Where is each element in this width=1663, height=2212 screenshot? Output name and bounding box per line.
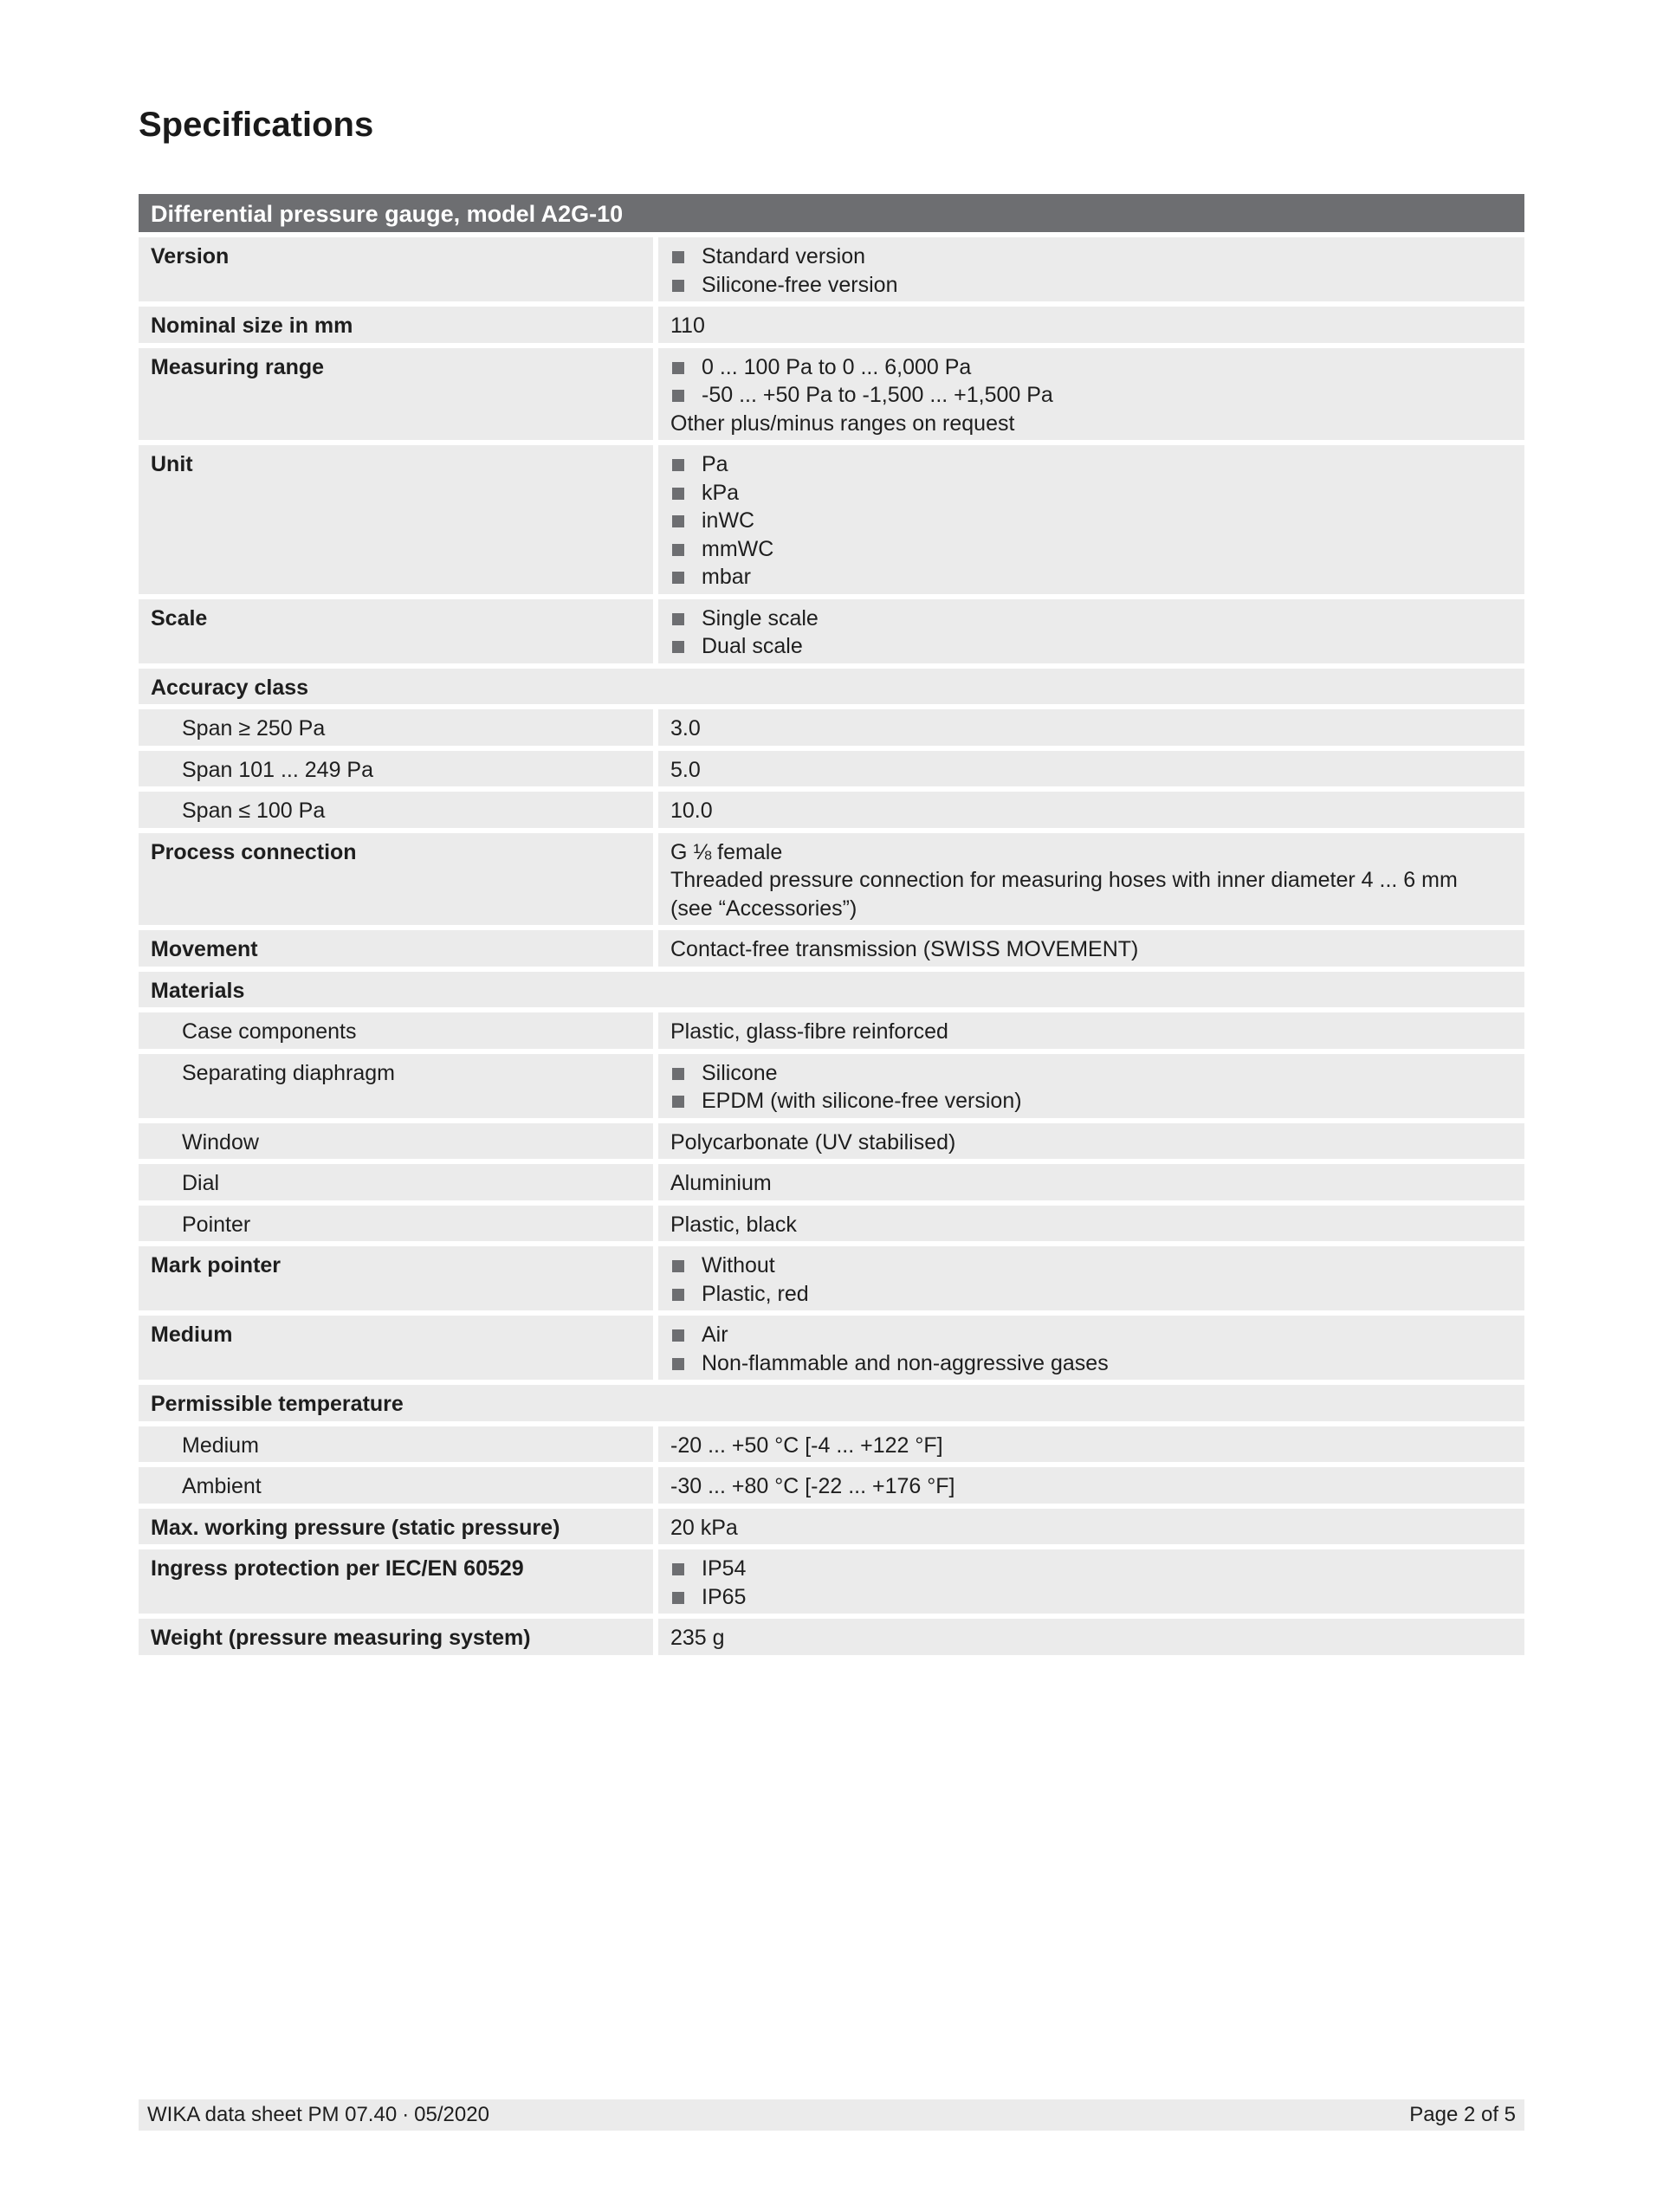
spec-value <box>658 1012 1524 1049</box>
spec-value <box>658 751 1524 787</box>
spec-value <box>658 792 1524 828</box>
bullet-item: Single scale <box>670 605 1512 633</box>
value-line: -20 ... +50 °C [-4 ... +122 °F] <box>670 1433 943 1458</box>
table-row <box>139 930 1524 967</box>
spec-value <box>658 237 1524 301</box>
table-row <box>139 1385 1524 1421</box>
spec-label: Version <box>139 237 658 301</box>
spec-label: Process connection <box>139 833 658 926</box>
spec-value <box>658 709 1524 746</box>
spec-value <box>658 1619 1524 1655</box>
table-row <box>139 1316 1524 1380</box>
specifications-table <box>139 189 1524 1660</box>
spec-value <box>658 833 1524 926</box>
spec-value <box>658 348 1524 441</box>
spec-label: Span ≤ 100 Pa <box>139 792 658 828</box>
page-title: Specifications <box>139 106 374 144</box>
bullet-item: Without <box>670 1252 1512 1280</box>
table-row <box>139 1164 1524 1200</box>
table-row <box>139 972 1524 1008</box>
spec-label: Pointer <box>139 1206 658 1242</box>
spec-value <box>658 1509 1524 1545</box>
spec-value <box>658 599 1524 663</box>
table-row <box>139 307 1524 343</box>
table-row <box>139 669 1524 705</box>
spec-label: Window <box>139 1123 658 1160</box>
spec-value <box>658 1549 1524 1614</box>
spec-label: Ingress protection per IEC/EN 60529 <box>139 1549 658 1614</box>
spec-value <box>658 1123 1524 1160</box>
table-row <box>139 1246 1524 1310</box>
value-line: 3.0 <box>670 716 701 741</box>
spec-value <box>658 1467 1524 1504</box>
value-line: Aluminium <box>670 1171 772 1195</box>
spec-label: Medium <box>139 1426 658 1463</box>
table-row <box>139 1549 1524 1614</box>
bullet-item: EPDM (with silicone-free version) <box>670 1087 1512 1116</box>
spec-label: Span ≥ 250 Pa <box>139 709 658 746</box>
bullet-item: mmWC <box>670 535 1512 564</box>
spec-label: Weight (pressure measuring system) <box>139 1619 658 1655</box>
footer-page-number: Page 2 of 5 <box>1409 2103 1516 2126</box>
table-row <box>139 709 1524 746</box>
spec-value <box>658 1164 1524 1200</box>
bullet-item: Non-flammable and non-aggressive gases <box>670 1349 1512 1378</box>
value-line: (see “Accessories”) <box>670 896 857 921</box>
value-line: G ⅛ female <box>670 839 783 864</box>
bullet-item: IP65 <box>670 1583 1512 1612</box>
value-line: Plastic, black <box>670 1212 797 1237</box>
table-row <box>139 751 1524 787</box>
table-row <box>139 1012 1524 1049</box>
value-line: Other plus/minus ranges on request <box>670 411 1015 436</box>
value-line: Plastic, glass-fibre reinforced <box>670 1019 948 1044</box>
table-row <box>139 1054 1524 1118</box>
value-line: 5.0 <box>670 757 701 782</box>
page-footer <box>139 2099 1524 2131</box>
spec-label: Movement <box>139 930 658 967</box>
spec-label: Nominal size in mm <box>139 307 658 343</box>
bullet-item: kPa <box>670 479 1512 508</box>
spec-label: Max. working pressure (static pressure) <box>139 1509 658 1545</box>
section-label: Permissible temperature <box>139 1385 1524 1421</box>
spec-value <box>658 307 1524 343</box>
spec-label: Medium <box>139 1316 658 1380</box>
value-line: 235 g <box>670 1626 725 1650</box>
bullet-item: Plastic, red <box>670 1280 1512 1309</box>
spec-label: Ambient <box>139 1467 658 1504</box>
bullet-item: inWC <box>670 507 1512 535</box>
bullet-item: mbar <box>670 563 1512 592</box>
bullet-item: Standard version <box>670 243 1512 271</box>
spec-label: Dial <box>139 1164 658 1200</box>
table-row <box>139 1619 1524 1655</box>
table-row <box>139 599 1524 663</box>
spec-value <box>658 445 1524 594</box>
value-line: 10.0 <box>670 799 713 823</box>
footer-document-ref: WIKA data sheet PM 07.40 ∙ 05/2020 <box>147 2103 489 2126</box>
table-row <box>139 1206 1524 1242</box>
table-row <box>139 833 1524 926</box>
bullet-item: Silicone-free version <box>670 271 1512 300</box>
bullet-item: 0 ... 100 Pa to 0 ... 6,000 Pa <box>670 353 1512 382</box>
value-line: Polycarbonate (UV stabilised) <box>670 1129 956 1155</box>
spec-label: Case components <box>139 1012 658 1049</box>
value-line: 20 kPa <box>670 1515 738 1540</box>
value-line: Threaded pressure connection for measuring hoses with inner diameter 4 ... 6 mm <box>670 868 1458 892</box>
table-header: Differential pressure gauge, model A2G-10 <box>139 194 1524 232</box>
value-line: 110 <box>670 314 705 338</box>
table-body <box>139 237 1524 1655</box>
spec-label: Span 101 ... 249 Pa <box>139 751 658 787</box>
bullet-item: Dual scale <box>670 632 1512 661</box>
spec-value <box>658 1246 1524 1310</box>
bullet-item: Pa <box>670 450 1512 479</box>
spec-value <box>658 1316 1524 1380</box>
spec-label: Unit <box>139 445 658 594</box>
value-line: Contact-free transmission (SWISS MOVEMENT) <box>670 937 1139 961</box>
table-row <box>139 1426 1524 1463</box>
section-label: Accuracy class <box>139 669 1524 705</box>
table-row <box>139 792 1524 828</box>
bullet-item: -50 ... +50 Pa to -1,500 ... +1,500 Pa <box>670 381 1512 410</box>
spec-label: Mark pointer <box>139 1246 658 1310</box>
spec-label: Separating diaphragm <box>139 1054 658 1118</box>
table-header-row <box>139 194 1524 232</box>
table-row <box>139 237 1524 301</box>
spec-label: Scale <box>139 599 658 663</box>
table-row <box>139 348 1524 441</box>
bullet-item: Silicone <box>670 1059 1512 1088</box>
bullet-item: IP54 <box>670 1555 1512 1583</box>
table-row <box>139 1467 1524 1504</box>
spec-value <box>658 1206 1524 1242</box>
section-label: Materials <box>139 972 1524 1008</box>
spec-value <box>658 1054 1524 1118</box>
value-line: -30 ... +80 °C [-22 ... +176 °F] <box>670 1474 955 1498</box>
table-row <box>139 1123 1524 1160</box>
spec-value <box>658 1426 1524 1463</box>
spec-value <box>658 930 1524 967</box>
table-row <box>139 445 1524 594</box>
table-row <box>139 1509 1524 1545</box>
bullet-item: Air <box>670 1321 1512 1349</box>
spec-label: Measuring range <box>139 348 658 441</box>
